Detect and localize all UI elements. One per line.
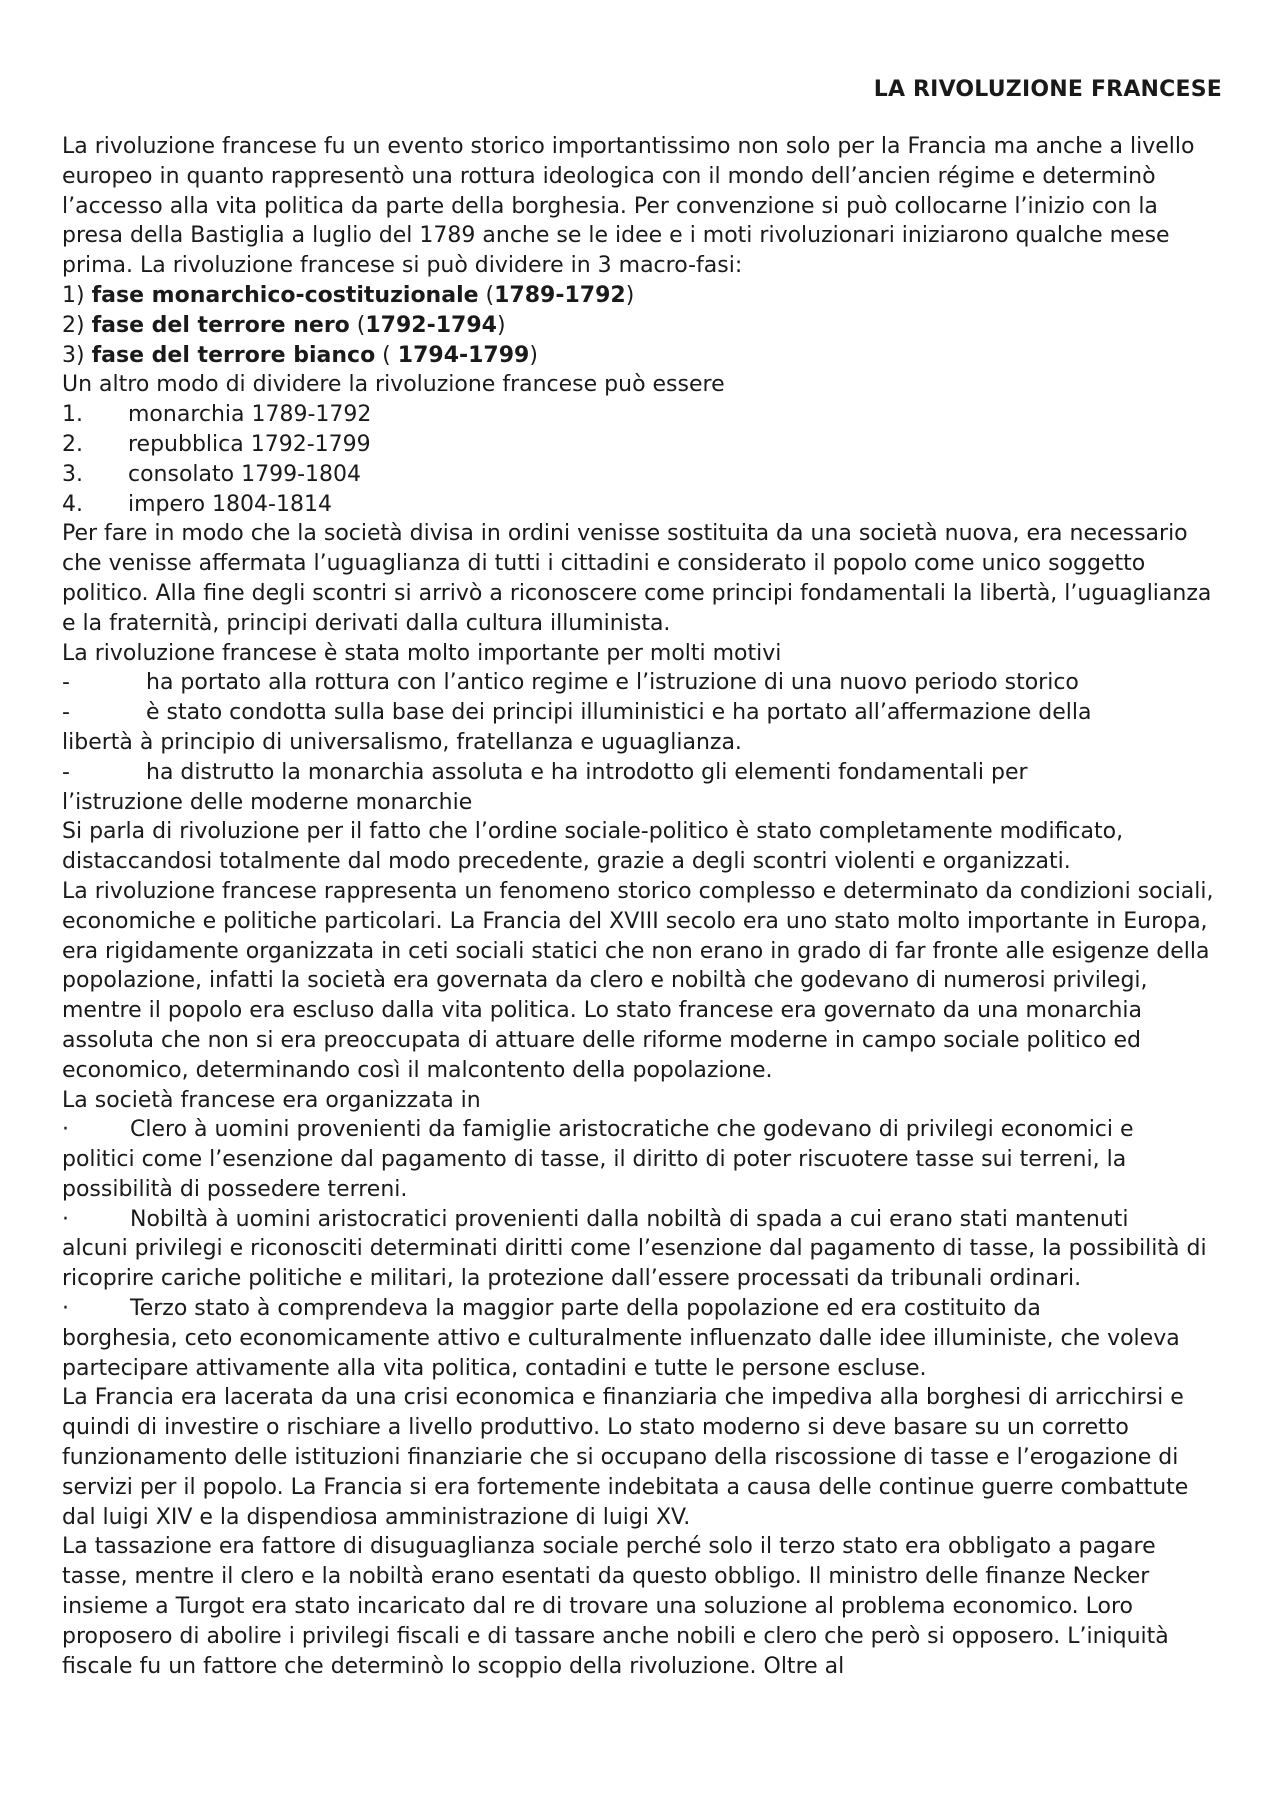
list-text: consolato 1799-1804 xyxy=(128,461,362,487)
list-text: monarchia 1789-1792 xyxy=(128,402,372,428)
bullet-marker: · xyxy=(62,1206,69,1232)
item-text: ha distrutto la monarchia assoluta e ha introdotto gli elementi fondamentali per xyxy=(146,759,1028,785)
list-item xyxy=(62,400,1222,430)
document-body xyxy=(62,132,1222,1681)
importance-item xyxy=(62,758,1222,818)
dash-marker: - xyxy=(62,670,70,696)
phase-number: 2) xyxy=(62,312,85,338)
item-continuation: l’istruzione delle moderne monarchie xyxy=(62,789,473,815)
phase-item xyxy=(62,341,1222,371)
taxation-paragraph: La tassazione era fattore di disuguaglianza sociale perché solo il terzo stato era obbligato a pagare tasse, mentre il clero e la nobiltà erano esentati da questo obbligo. Il ministro delle finanze Necker insieme a Turgot era stato incaricato dal re di trovare una soluzione al problema economico. Loro proposero di abolire i privilegi fiscali e di tassare anche nobili e clero che però si opposero. L’iniquità fiscale fu un fattore che determinò lo scoppio della rivoluzione. Oltre al xyxy=(62,1534,1169,1679)
document-page xyxy=(62,0,1222,1811)
phase-paren-close: ) xyxy=(625,282,635,308)
phase-years: 1792-1794 xyxy=(365,312,497,338)
phase-number: 3) xyxy=(62,342,85,368)
estate-item xyxy=(62,1294,1222,1383)
item-text: ha portato alla rottura con l’antico regime e l’istruzione di una nuovo periodo storico xyxy=(146,670,1079,696)
list-item xyxy=(62,490,1222,520)
phase-number: 1) xyxy=(62,282,85,308)
importance-item xyxy=(62,698,1222,758)
organization-intro: La società francese era organizzata in xyxy=(62,1087,481,1113)
item-continuation: borghesia, ceto economicamente attivo e culturalmente influenzato dalle idee illuministe, che voleva partecipare attivamente alla vita politica, contadini e tutte le persone escluse. xyxy=(62,1325,1180,1381)
estate-item xyxy=(62,1205,1222,1294)
context-paragraph: La rivoluzione francese rappresenta un fenomeno storico complesso e determinato da condizioni sociali, economiche e politiche particolari. La Francia del XVIII secolo era uno stato molto importante in Europa, era rigidamente organizzata in ceti sociali statici che non erano in grado di far fronte alle esigenze della popolazione, infatti la società era governata da clero e nobiltà che godevano di numerosi privilegi, mentre il popolo era escluso dalla vita politica. Lo stato francese era governato da una monarchia assoluta che non si era preoccupata di attuare delle riforme moderne in campo sociale politico ed economico, determinando così il malcontento della popolazione. xyxy=(62,878,1214,1083)
item-continuation: politici come l’esenzione dal pagamento di tasse, il diritto di poter riscuotere tasse sui terreni, la possibilità di possedere terreni. xyxy=(62,1147,1127,1202)
phase-item xyxy=(62,281,1222,311)
list-number: 4. xyxy=(62,491,83,517)
bullet-marker: · xyxy=(62,1117,69,1143)
phase-paren-open: ( xyxy=(478,282,495,308)
phase-years: 1794-1799 xyxy=(397,342,530,368)
item-text: Terzo stato à comprendeva la maggior parte della popolazione ed era costituito da xyxy=(130,1296,1041,1322)
phase-paren-close: ) xyxy=(496,312,506,338)
item-text: Clero à uomini provenienti da famiglie aristocratiche che godevano di privilegi economici e xyxy=(130,1117,1134,1143)
phase-name: fase monarchico-costituzionale xyxy=(91,282,479,308)
item-continuation: libertà à principio di universalismo, fratellanza e uguaglianza. xyxy=(62,729,742,755)
importance-item xyxy=(62,668,1222,698)
list-item xyxy=(62,430,1222,460)
list-number: 2. xyxy=(62,431,83,457)
estate-item xyxy=(62,1115,1222,1204)
list-item xyxy=(62,460,1222,490)
dash-marker: - xyxy=(62,700,70,726)
revolution-paragraph: Si parla di rivoluzione per il fatto che l’ordine sociale-politico è stato completamente modificato, distaccandosi totalmente dal modo precedente, grazie a degli scontri violenti e organizzati. xyxy=(62,819,1124,875)
society-paragraph: Per fare in modo che la società divisa in ordini venisse sostituita da una società nuova, era necessario che venisse affermata l’uguaglianza di tutti i cittadini e considerato il popolo come unico soggetto politico. Alla fine degli scontri si arrivò a riconoscere come principi fondamentali la libertà, l’uguaglianza e la fraternità, principi derivati dalla cultura illuminista. xyxy=(62,521,1212,636)
item-text: è stato condotta sulla base dei principi illuministici e ha portato all’affermazione della xyxy=(146,700,1092,726)
list-number: 1. xyxy=(62,402,83,428)
phase-name: fase del terrore nero xyxy=(91,312,350,338)
intro-paragraph: La rivoluzione francese fu un evento storico importantissimo non solo per la Francia ma anche a livello europeo in quanto rappresentò una rottura ideologica con il mondo dell’ancien régime e determinò l’accesso alla vita politica da parte della borghesia. Per convenzione si può collocarne l’inizio con la presa della Bastiglia a luglio del 1789 anche se le idee e i moti rivoluzionari iniziarono qualche mese prima. La rivoluzione francese si può dividere in 3 macro-fasi: xyxy=(62,134,1195,279)
list-text: repubblica 1792-1799 xyxy=(128,431,371,457)
phase-paren-open: ( xyxy=(349,312,366,338)
phase-paren-close: ) xyxy=(529,342,538,368)
item-continuation: alcuni privilegi e riconosciti determinati diritti come l’esenzione dal pagamento di tasse, la possibilità di ricoprire cariche politiche e militari, la protezione dall’essere processati da tribunali ordinari. xyxy=(62,1236,1207,1292)
phase-paren-open: ( xyxy=(375,342,398,368)
list-number: 3. xyxy=(62,461,83,487)
bullet-marker: · xyxy=(62,1296,69,1322)
phase-name: fase del terrore bianco xyxy=(91,342,376,368)
alt-division-intro: Un altro modo di dividere la rivoluzione francese può essere xyxy=(62,372,725,398)
item-text: Nobiltà à uomini aristocratici provenienti dalla nobiltà di spada a cui erano stati mantenuti xyxy=(130,1206,1129,1232)
phase-years: 1789-1792 xyxy=(494,282,626,308)
phase-item xyxy=(62,311,1222,341)
document-title: LA RIVOLUZIONE FRANCESE xyxy=(873,77,1222,102)
list-text: impero 1804-1814 xyxy=(128,491,332,517)
dash-marker: - xyxy=(62,759,70,785)
crisis-paragraph: La Francia era lacerata da una crisi economica e finanziaria che impediva alla borghesi di arricchirsi e quindi di investire o rischiare a livello produttivo. Lo stato moderno si deve basare su un corretto funzionamento delle istituzioni finanziarie che si occupano della riscossione di tasse e l’erogazione di servizi per il popolo. La Francia si era fortemente indebitata a causa delle continue guerre combattute dal luigi XIV e la dispendiosa amministrazione di luigi XV. xyxy=(62,1385,1189,1530)
importance-intro: La rivoluzione francese è stata molto importante per molti motivi xyxy=(62,640,782,666)
